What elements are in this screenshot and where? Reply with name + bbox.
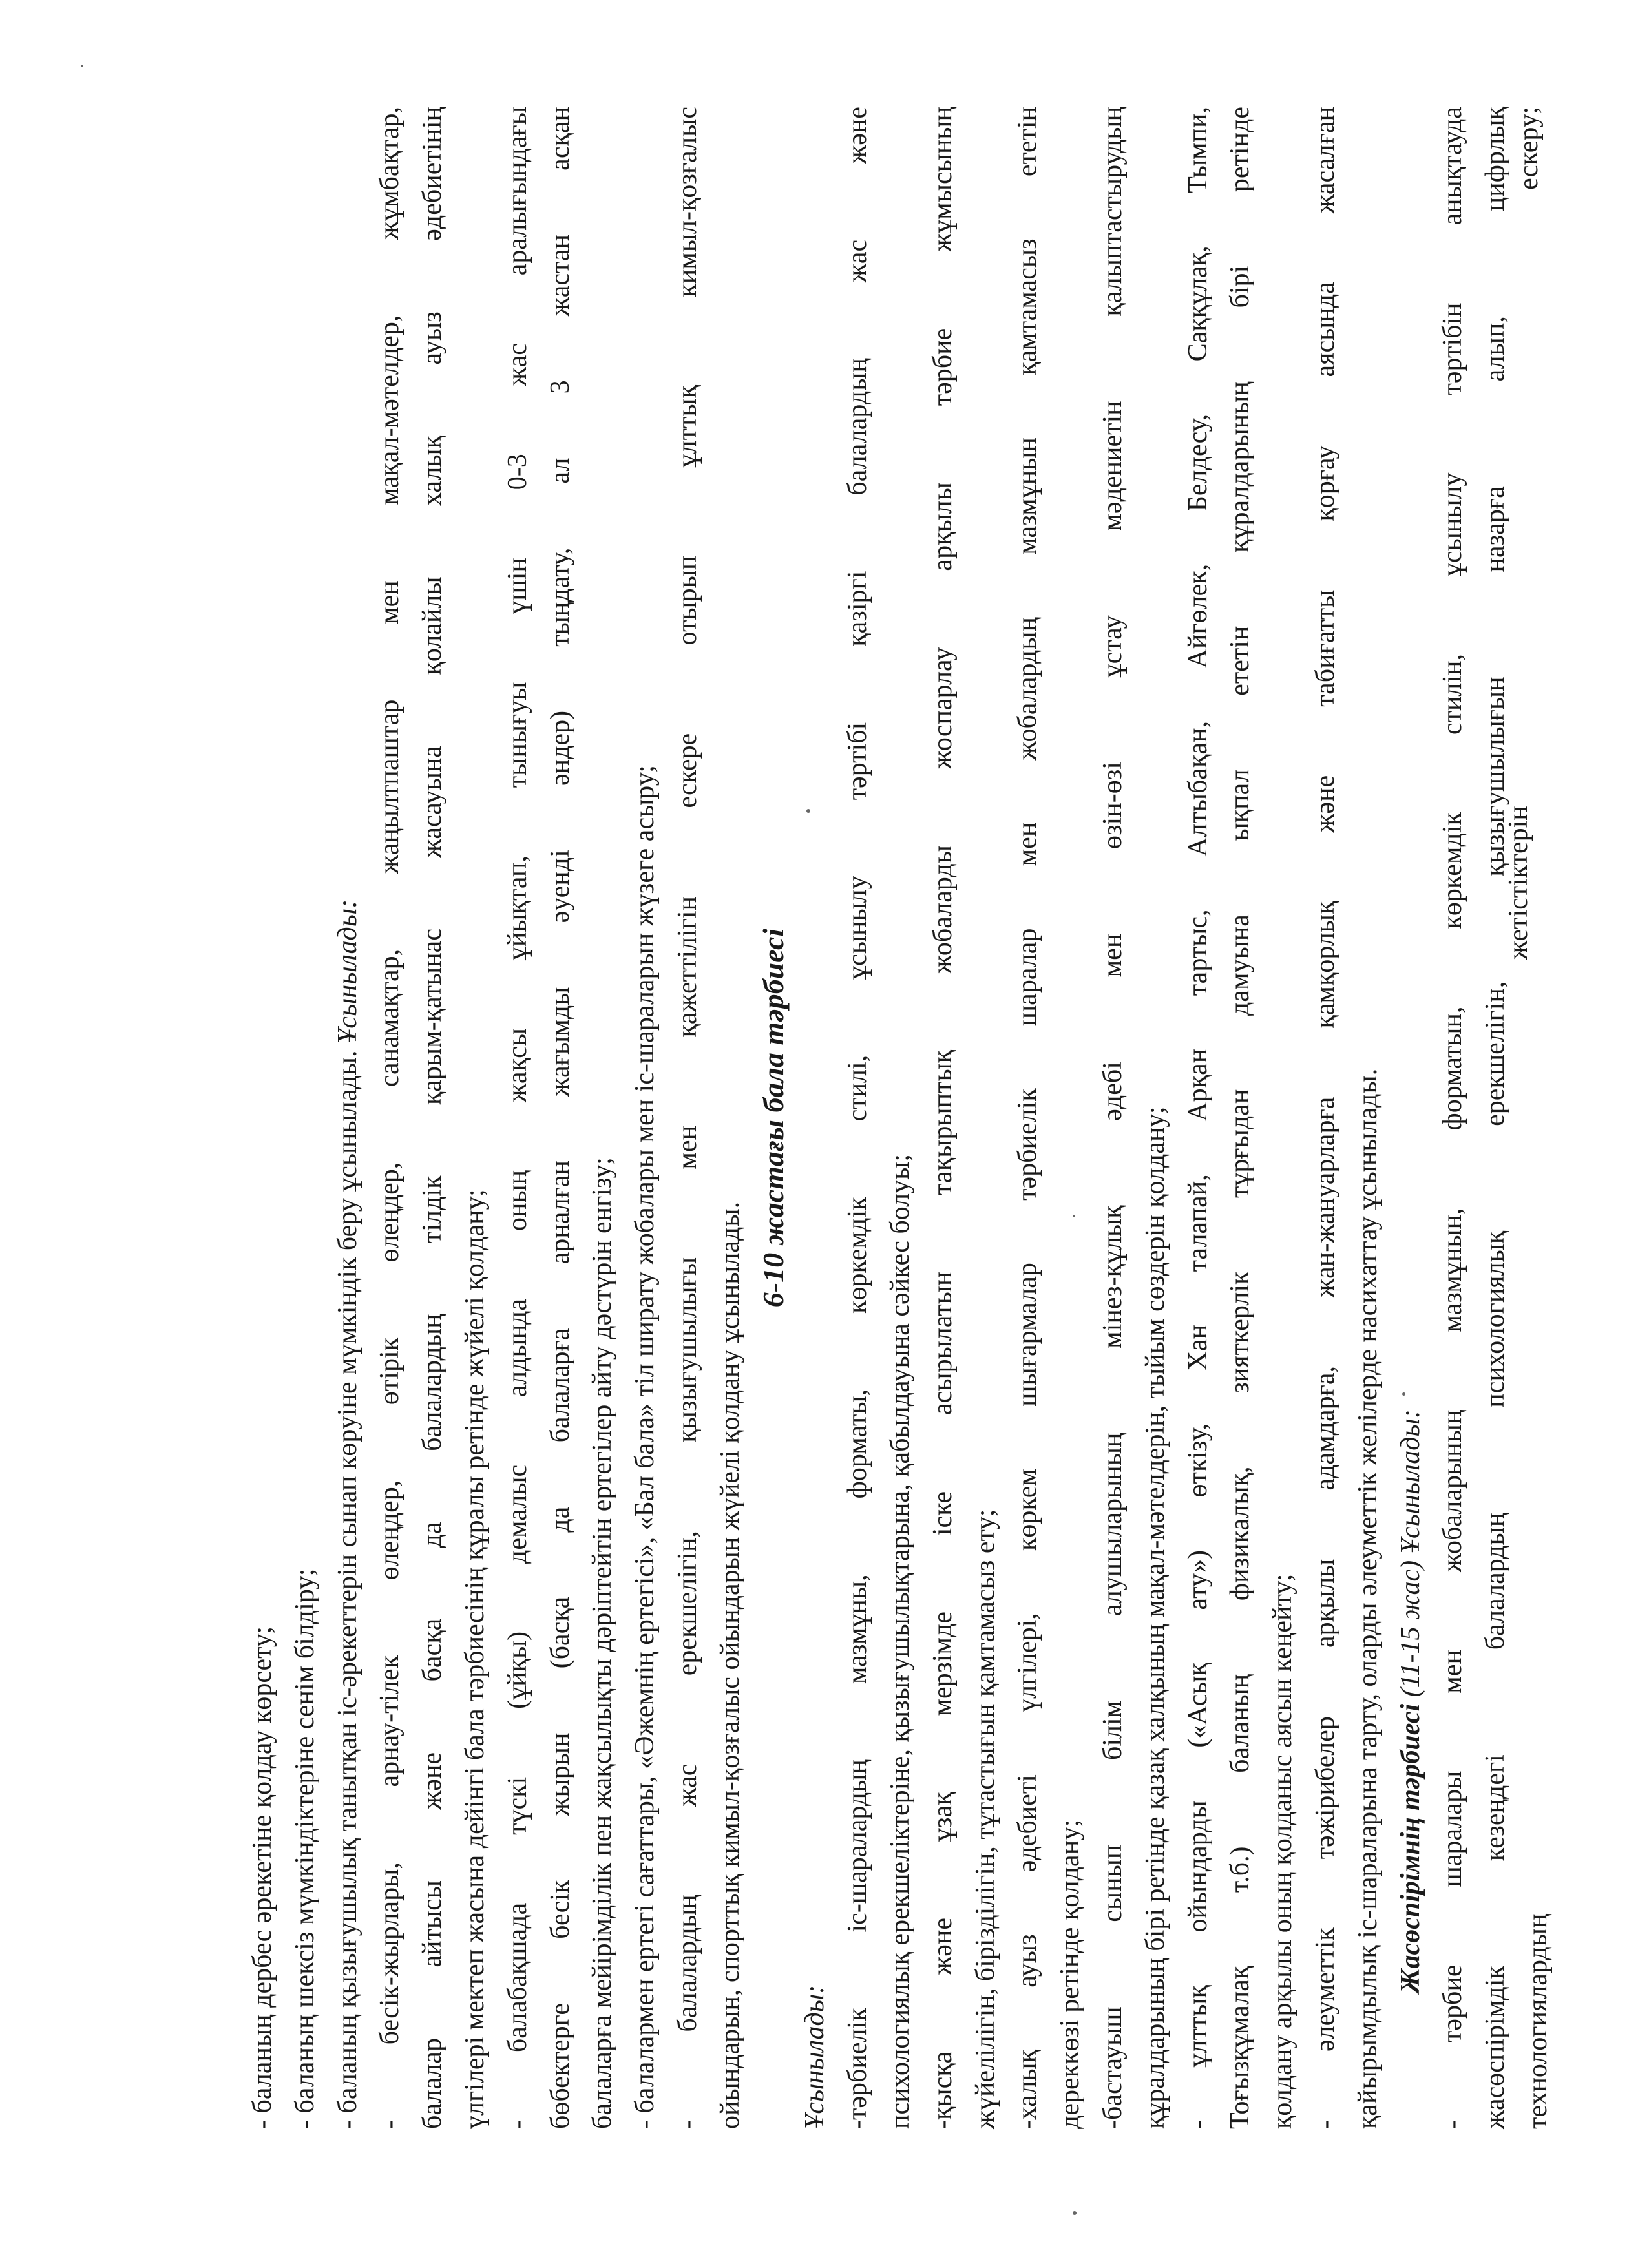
bullet-games-line1: - балалардың жас ерекшелігін, қызығушылығы мен қажеттілігін ескере отырып ұлттық кимыл-қозғалыс bbox=[672, 107, 702, 2129]
item-behavior-line2: құралдарының бірі ретінде қазақ халқының мақал-мәтелдерін, тыйым сөздерін қолдану; bbox=[1140, 1106, 1170, 2129]
bullet-trust-abilities: - баланың шексіз мүмкіндіктеріне сенім білдіру; bbox=[289, 1568, 320, 2129]
item-teen-line3-mid: жетістіктерін bbox=[1503, 806, 1533, 960]
item-social-line1: - әлеуметтік тәжірибелер арқылы адамдарға, жан-жануарларға қамқорлық және табиғатты қорғау аясында жасалған bbox=[1310, 107, 1340, 2129]
bullet-nap-songs-line1: - балабақшада түскі (ұйқы) демалыс алдында оның жақсы ұйықтап, тынығуы үшін 0-3 жас аралығындағы bbox=[502, 107, 532, 2129]
bullet-nap-songs-line2: бөбектерге бесік жырын (басқа да балаларға арналған жағымды әуенді әндер) тыңдату, ал 3 жастан асқан bbox=[545, 107, 575, 2129]
item-teen-line3 bbox=[1503, 107, 1560, 2129]
item-behavior-line1: -бастауыш сынып білім алушыларының мінез-құлық әдебі мен өзін-өзі ұстау мәдениетін қалыптастырудың bbox=[1097, 107, 1128, 2129]
section-heading-11-15-age: (11-15 жас) bbox=[1395, 1553, 1425, 1704]
item-teen-line1: - тәрбие шаралары мен жобаларының мазмұнын, форматын, көркемдік стилін, ұсынылу тәртібін анықтауда bbox=[1438, 107, 1468, 2129]
scan-speck bbox=[81, 65, 83, 67]
bullet-folk-songs-line3: үлгілері мектеп жасына дейінгі бала тәрбиесінің құралы ретінде жүйелі қолдану; bbox=[459, 1189, 490, 2129]
item-folklore-line2: дереккөзі ретінде қолдану; bbox=[1055, 1819, 1086, 2129]
item-content-line1: -тәрбиелік іс-шаралардың мазмұны, форматы, көркемдік стилі, ұсынылу тәртібі қазіргі балалардың жас және bbox=[843, 107, 873, 2129]
item-projects-line2: жүйелілігін, бірізділігін, тұтастығын қамтамасыз ету; bbox=[970, 1509, 1000, 2129]
bullet-try-activities bbox=[327, 107, 370, 2129]
section-heading-11-15 bbox=[1390, 107, 1433, 2129]
section-heading-11-15-title: Жасөспірімнің тәрбиесі bbox=[1395, 1703, 1425, 1993]
item-content-line2: психологиялық ерекшеліктеріне, қызығушылықтарына, қабылдауына сәйкес болуы; bbox=[885, 1153, 915, 2129]
scan-speck bbox=[1073, 2211, 1077, 2215]
item-teen-line3-start: технологиялардың bbox=[1522, 1913, 1553, 2129]
bullet-independent-activity: - баланың дербес әрекетіне қолдау көрсету; bbox=[247, 1626, 277, 2129]
section-heading-6-10: 6-10 жастағы бала тәрбиесі bbox=[756, 928, 790, 1308]
recommended-label-3: Ұсынылады: bbox=[1395, 1409, 1425, 1554]
scan-speck bbox=[1073, 1215, 1075, 1217]
scan-speck bbox=[806, 809, 810, 813]
item-projects-line1: -қысқа және ұзақ мерзімде іске асырылатын тақырыптық жобаларды жоспарлау арқылы тәрбие жұмысының bbox=[927, 107, 958, 2129]
item-national-games-line3: қолдану арқылы оның қолданыс аясын кеңейту; bbox=[1268, 1573, 1298, 2129]
bullet-fairy-tales: - балалармен ертегі сағаттары, «Әжемнің ертегісі», «Бал бала» тіл ширату жобалары мен іс-шараларын жүзеге асыру; bbox=[630, 765, 660, 2129]
bullet-folk-songs-line1: - бесік-жырлары, арнау-тілек өлеңдер, өтірік өлеңдер, санамақтар, жаңылтпаштар мен мақал-мәтелдер, жұмбақтар, bbox=[375, 107, 405, 2129]
bullet-try-activities-text: - баланың қызығушылық танытқан іс-әрекеттерін сынап көруіне мүмкіндік беру ұсынылады. bbox=[332, 1044, 362, 2129]
bullet-games-line2: ойындарын, спорттық кимыл-қозғалыс ойындарын жүйелі қолдану ұсынылады. bbox=[715, 1201, 745, 2129]
item-folklore-line1: -халық ауыз әдебиеті үлгілері, көркем шығармалар тәрбиелік шаралар мен жобалардың мазмұнын қамтамасыз ететін bbox=[1013, 107, 1043, 2129]
recommended-label-2: Ұсынылады: bbox=[800, 1984, 830, 2129]
scan-speck bbox=[1402, 1392, 1405, 1396]
item-national-games-line1: - ұлттық ойындарды («Асық ату») өткізу, Хан талапай, Арқан тартыс, Алтыбақан, Айгөлек, Белдесу, Саққұлақ, Тымпи, bbox=[1182, 107, 1213, 2129]
rotated-page bbox=[127, 68, 1553, 2200]
bullet-nap-songs-line3: балаларға мейірімділік пен жақсылықты дәріптейтін ертегілер айту дәстүрін енгізу; bbox=[587, 1157, 618, 2129]
document-body bbox=[242, 107, 1560, 2129]
item-social-line2: қайырымдылық іс-шараларына тарту, оларды әлеуметтік желілерде насихаттау ұсынылады. bbox=[1352, 1068, 1383, 2129]
item-teen-line2: жасөспірімдік кезеңдегі балалардың психологиялық ерекшелігін, қызығушылығын назарға алып, цифрлық bbox=[1480, 107, 1511, 2129]
item-teen-line3-end: ескеру; bbox=[1513, 107, 1544, 190]
recommended-label: Ұсынылады: bbox=[332, 899, 362, 1044]
item-national-games-line2: Тоғызқұмалақ т.б.) баланың физикалық, зияткерлік тұрғыдан дамуына ықпал ететін құралдарының бірі ретінде bbox=[1225, 107, 1255, 2129]
bullet-folk-songs-line2: балалар айтысы және басқа да балалардың тілдік қарым-қатынас жасауына қолайлы халық ауыз әдебиетінің bbox=[417, 107, 448, 2129]
